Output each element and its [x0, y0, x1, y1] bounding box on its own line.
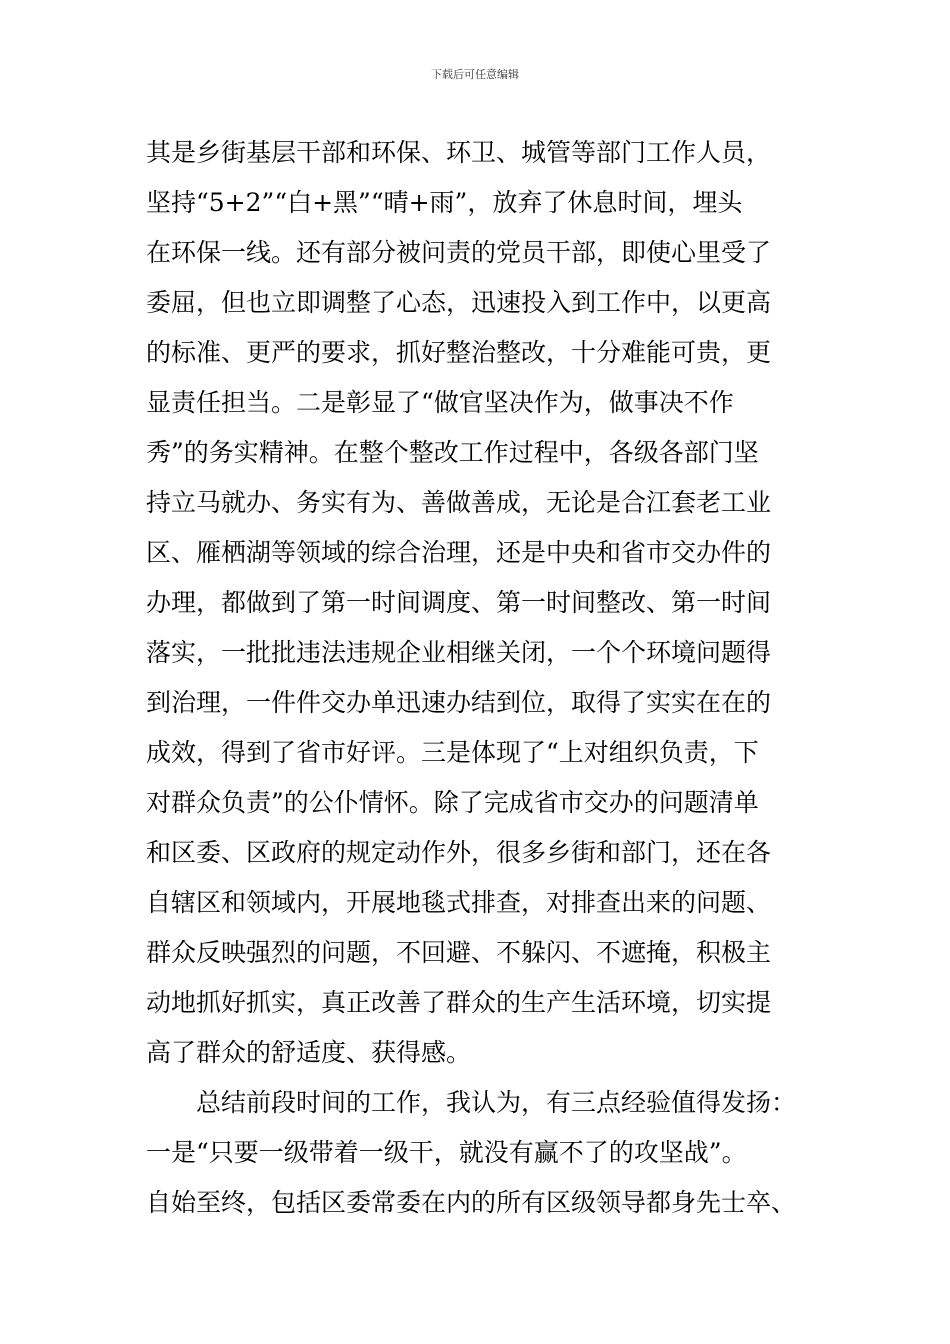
text-line: 落实，一批批违法违规企业相继关闭，一个个环境问题得: [146, 638, 772, 667]
text-line: 办理，都做到了第一时间调度、第一时间整改、第一时间: [146, 588, 772, 617]
page-header: 下载后可任意编辑: [431, 68, 519, 81]
text-line: 对群众负责”的公仆情怀。除了完成省市交办的问题清单: [146, 788, 759, 817]
text-line: 高了群众的舒适度、获得感。: [146, 1038, 472, 1067]
text-line: 显责任担当。二是彰显了“做官坚决作为，做事决不作: [146, 388, 734, 417]
text-line: 自辖区和领域内，开展地毯式排查，对排查出来的问题、: [146, 888, 772, 917]
text-line: 群众反映强烈的问题，不回避、不躲闪、不遮掩，积极主: [146, 938, 772, 967]
text-line: 和区委、区政府的规定动作外，很多乡街和部门，还在各: [146, 838, 772, 867]
text-line: 的标准、更严的要求，抓好整治整改，十分难能可贵，更: [146, 338, 772, 367]
text-line: 持立马就办、务实有为、善做善成，无论是合江套老工业: [146, 488, 772, 517]
text-line: 动地抓好抓实，真正改善了群众的生产生活环境，切实提: [146, 988, 772, 1017]
document-body: [146, 128, 816, 1228]
text-line: 委屈，但也立即调整了心态，迅速投入到工作中，以更高: [146, 288, 772, 317]
text-line: 其是乡街基层干部和环保、环卫、城管等部门工作人员，: [146, 138, 772, 167]
text-line: 秀”的务实精神。在整个整改工作过程中，各级各部门坚: [146, 438, 759, 467]
text-line: 在环保一线。还有部分被问责的党员干部，即使心里受了: [146, 238, 772, 267]
text-line: 区、雁栖湖等领域的综合治理，还是中央和省市交办件的: [146, 538, 772, 567]
paragraph-start-line: 总结前段时间的工作，我认为，有三点经验值得发扬：: [196, 1088, 797, 1117]
text-line: 自始至终，包括区委常委在内的所有区级领导都身先士卒、: [146, 1188, 797, 1217]
text-line: 坚持“5+2”“白+黑”“晴+雨”，放弃了休息时间，埋头: [146, 188, 743, 217]
text-line: 到治理，一件件交办单迅速办结到位，取得了实实在在的: [146, 688, 772, 717]
text-line: 成效，得到了省市好评。三是体现了“上对组织负责，下: [146, 738, 759, 767]
text-line: 一是“只要一级带着一级干，就没有赢不了的攻坚战”。: [146, 1138, 747, 1167]
